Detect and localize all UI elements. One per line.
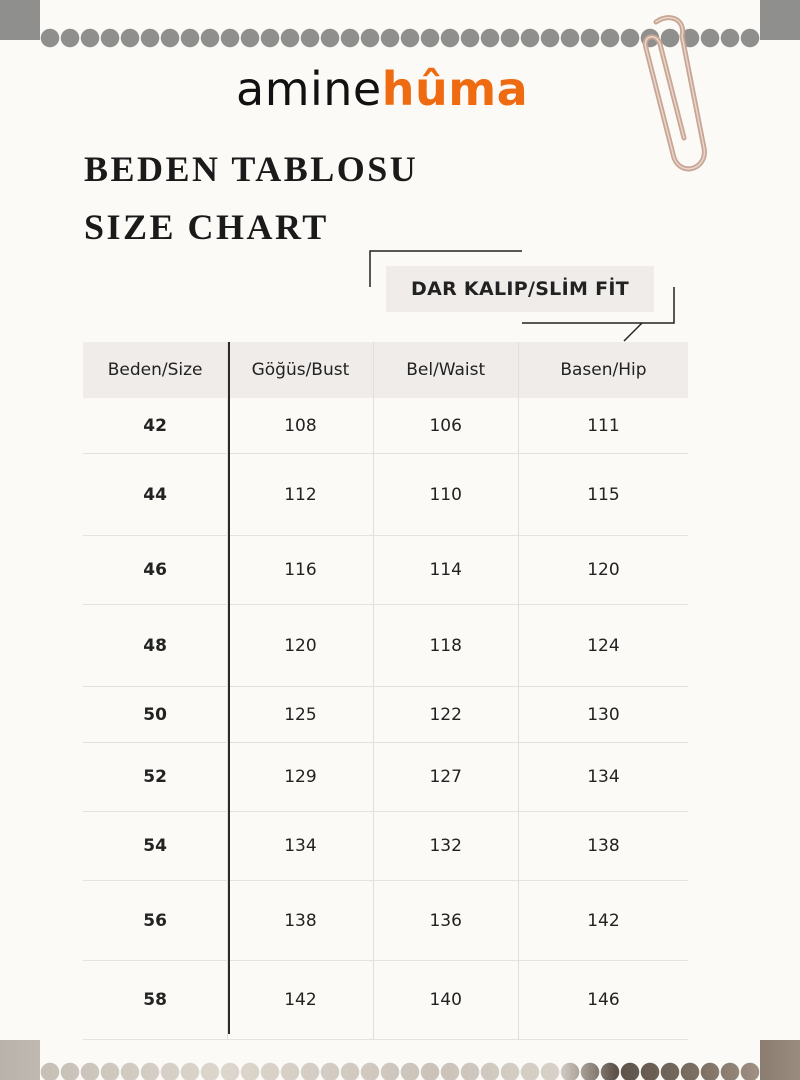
cell-hip: 142 (518, 881, 688, 960)
cell-hip: 138 (518, 812, 688, 880)
header-bust: Göğüs/Bust (227, 342, 372, 398)
cell-hip: 146 (518, 961, 688, 1039)
cell-waist: 118 (373, 605, 518, 686)
cell-hip: 130 (518, 687, 688, 742)
cell-waist: 110 (373, 454, 518, 535)
cell-bust: 108 (227, 398, 372, 453)
cell-size: 44 (143, 484, 167, 505)
cell-bust: 134 (227, 812, 372, 880)
table-row (83, 687, 688, 743)
table-row (83, 454, 688, 536)
cell-waist: 106 (373, 398, 518, 453)
cell-size: 54 (143, 836, 167, 856)
cell-waist: 127 (373, 743, 518, 811)
cell-waist: 114 (373, 536, 518, 604)
cell-size: 52 (143, 767, 167, 787)
table-row (83, 536, 688, 605)
cell-hip: 134 (518, 743, 688, 811)
table-row (83, 961, 688, 1040)
cell-waist: 136 (373, 881, 518, 960)
size-table (83, 342, 688, 1040)
brand-logo-part1: amine (236, 62, 382, 116)
cell-waist: 132 (373, 812, 518, 880)
table-row (83, 743, 688, 812)
table-row (83, 398, 688, 454)
cell-size: 42 (143, 415, 167, 436)
brand-logo (236, 62, 528, 116)
cell-hip: 115 (518, 454, 688, 535)
cell-bust: 142 (227, 961, 372, 1039)
fit-label: DAR KALIP/SLİM FİT (386, 266, 654, 312)
cell-size: 48 (143, 635, 167, 656)
header-size: Beden/Size (107, 360, 203, 380)
cell-bust: 120 (227, 605, 372, 686)
cell-size: 46 (143, 560, 167, 580)
header-waist: Bel/Waist (373, 342, 518, 398)
cell-hip: 111 (518, 398, 688, 453)
brand-logo-part2: hûma (381, 62, 529, 116)
title-english: SIZE CHART (84, 207, 329, 247)
cell-hip: 120 (518, 536, 688, 604)
cell-size: 56 (143, 910, 167, 931)
table-row (83, 605, 688, 687)
cell-bust: 125 (227, 687, 372, 742)
cell-bust: 112 (227, 454, 372, 535)
cell-bust: 116 (227, 536, 372, 604)
table-row (83, 812, 688, 881)
table-divider-line (228, 342, 230, 1034)
table-row (83, 881, 688, 961)
cell-hip: 124 (518, 605, 688, 686)
cell-waist: 122 (373, 687, 518, 742)
cell-bust: 129 (227, 743, 372, 811)
cell-size: 58 (143, 990, 167, 1010)
header-hip: Basen/Hip (518, 342, 688, 398)
cell-bust: 138 (227, 881, 372, 960)
paperclip-icon (612, 8, 712, 178)
title-turkish: BEDEN TABLOSU (84, 149, 419, 189)
table-header (83, 342, 688, 398)
cell-waist: 140 (373, 961, 518, 1039)
cell-size: 50 (143, 704, 167, 725)
